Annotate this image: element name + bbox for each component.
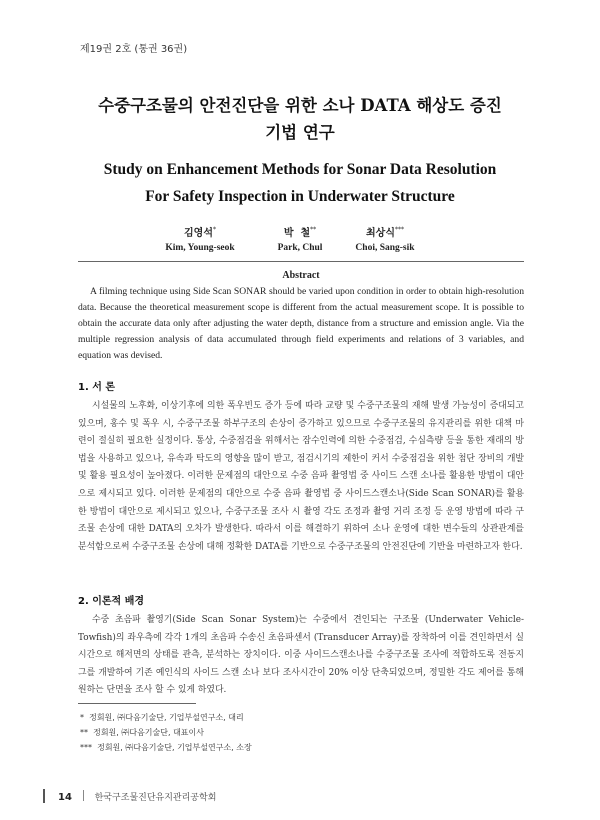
author-2-name-en: Park, Chul bbox=[277, 243, 323, 253]
footnotes bbox=[80, 710, 252, 755]
journal-name: 한국구조물진단유지관리공학회 bbox=[94, 793, 217, 803]
korean-title-line-1: 수중구조물의 안전진단을 위한 소나 DATA 해상도 증진 bbox=[98, 96, 502, 115]
footer-separator bbox=[83, 790, 84, 801]
section-1-body: 시설물의 노후화, 이상기후에 의한 폭우빈도 증가 등에 따라 교량 및 수중구조물의 재해 발생 가능성이 증대되고 있으며, 홍수 및 폭우 시, 수중구조물 하부구조의 손상이 증가하고 있으므로 수중구조물의 유지관리를 위한 대책 마련이 절실히 필요한 실정이다. 통상, 수중점검을 위해서는 잠수인력에 의한 수중점검, 수심측량 등을 통한 재래의 방법을 사용하고 있으나, 유속과 탁도의 영향을 많이 받고, 점검시기의 제한이 커서 수중점검을 위한 첨단 장비의 개발 및 활용 필요성이 높아졌다. 이러한 문제점의 대안으로 수중 음파 촬영법 중 사이드 스캔 소나를 활용한 방법이 대안으로 제시되고 있다. 이러한 문제점의 대안으로 수중 음파 촬영법 중 사이드스캔소나(Side Scan SONAR)를 활용한 방법이 대안으로 제시되고 있으나, 수중구조물 조사 시 촬영 각도 조정과 촬영 거리 조정 등 운영 방법에 따라 구조물 손상에 대한 DATA의 오차가 발생한다. 따라서 이를 해결하기 위하여 소나 운영에 대한 변수들의 상관관계를 분석함으로써 수중구조물 손상에 대해 정확한 DATA를 기반으로 수중구조물의 안전진단에 기반을 마련하고자 한다. bbox=[78, 401, 524, 552]
author-1 bbox=[150, 224, 250, 253]
author-3-mark: *** bbox=[394, 226, 404, 234]
abstract-text: A filming technique using Side Scan SONAR should be varied upon condition in order to obtain high-resolution data. Because the theoretical measurement scope is different from the actual measurement scope. It is possible to obtain the accurate data only after adjusting the water depth, distance from a structure and emission angle. Via the multiple regression analysis of data accumulated through field experiments and relations of 3 variables, and equation was devised. bbox=[78, 286, 524, 361]
author-1-name-ko: 김영석 bbox=[184, 228, 213, 239]
author-2-name-ko: 박 철 bbox=[283, 228, 311, 239]
author-1-name-en: Kim, Young-seok bbox=[165, 243, 235, 253]
abstract-divider bbox=[78, 261, 524, 262]
english-title-line-2: For Safety Inspection in Underwater Structure bbox=[145, 188, 455, 205]
english-title bbox=[50, 156, 550, 210]
korean-title bbox=[60, 92, 540, 146]
footnote-2: ** 정회원, ㈜다음기술단, 대표이사 bbox=[80, 728, 204, 737]
footnote-3: *** 정회원, ㈜다음기술단, 기업부설연구소, 소장 bbox=[80, 743, 252, 752]
korean-title-line-2: 기법 연구 bbox=[265, 123, 335, 142]
page-number: 14 bbox=[58, 792, 72, 803]
author-3-name-ko: 최상식 bbox=[366, 228, 395, 239]
author-1-mark: * bbox=[212, 226, 216, 234]
author-3-name-en: Choi, Sang-sik bbox=[355, 243, 415, 253]
author-3 bbox=[340, 224, 430, 253]
author-2 bbox=[260, 224, 340, 253]
footnote-divider bbox=[78, 703, 196, 704]
section-2-heading: 2. 이론적 배경 bbox=[78, 596, 145, 607]
footnote-1: * 정회원, ㈜다음기술단, 기업부설연구소, 대리 bbox=[80, 713, 244, 722]
english-title-line-1: Study on Enhancement Methods for Sonar Data Resolution bbox=[103, 161, 497, 178]
section-2-body: 수중 초음파 촬영기(Side Scan Sonar System)는 수중에서 견인되는 구조물 (Underwater Vehicle-Towfish)의 좌우측에 각각 1개의 초음파 수송신 초음파센서 (Transducer Array)를 장착하여 이를 견인하면서 실시간으로 해저면의 상태를 관측, 분석하는 장치이다. 이중 사이드스캔소나를 수중구조물 조사에 적합하도록 전동지그를 개발하여 기존 예인식의 사이드 스캔 소나 보다 조사시간이 20% 이상 단축되었으며, 정밀한 각도 제어를 통해 원하는 단면을 조사 할 수 있게 하였다. bbox=[78, 615, 524, 696]
section-1-heading: 1. 서 론 bbox=[78, 382, 116, 393]
footer-bar-left bbox=[43, 789, 45, 803]
author-2-mark: ** bbox=[310, 226, 317, 234]
volume-header: 제19권 2호 (통권 36권) bbox=[80, 44, 188, 55]
abstract-heading: Abstract bbox=[282, 270, 320, 281]
page-footer bbox=[44, 790, 216, 803]
